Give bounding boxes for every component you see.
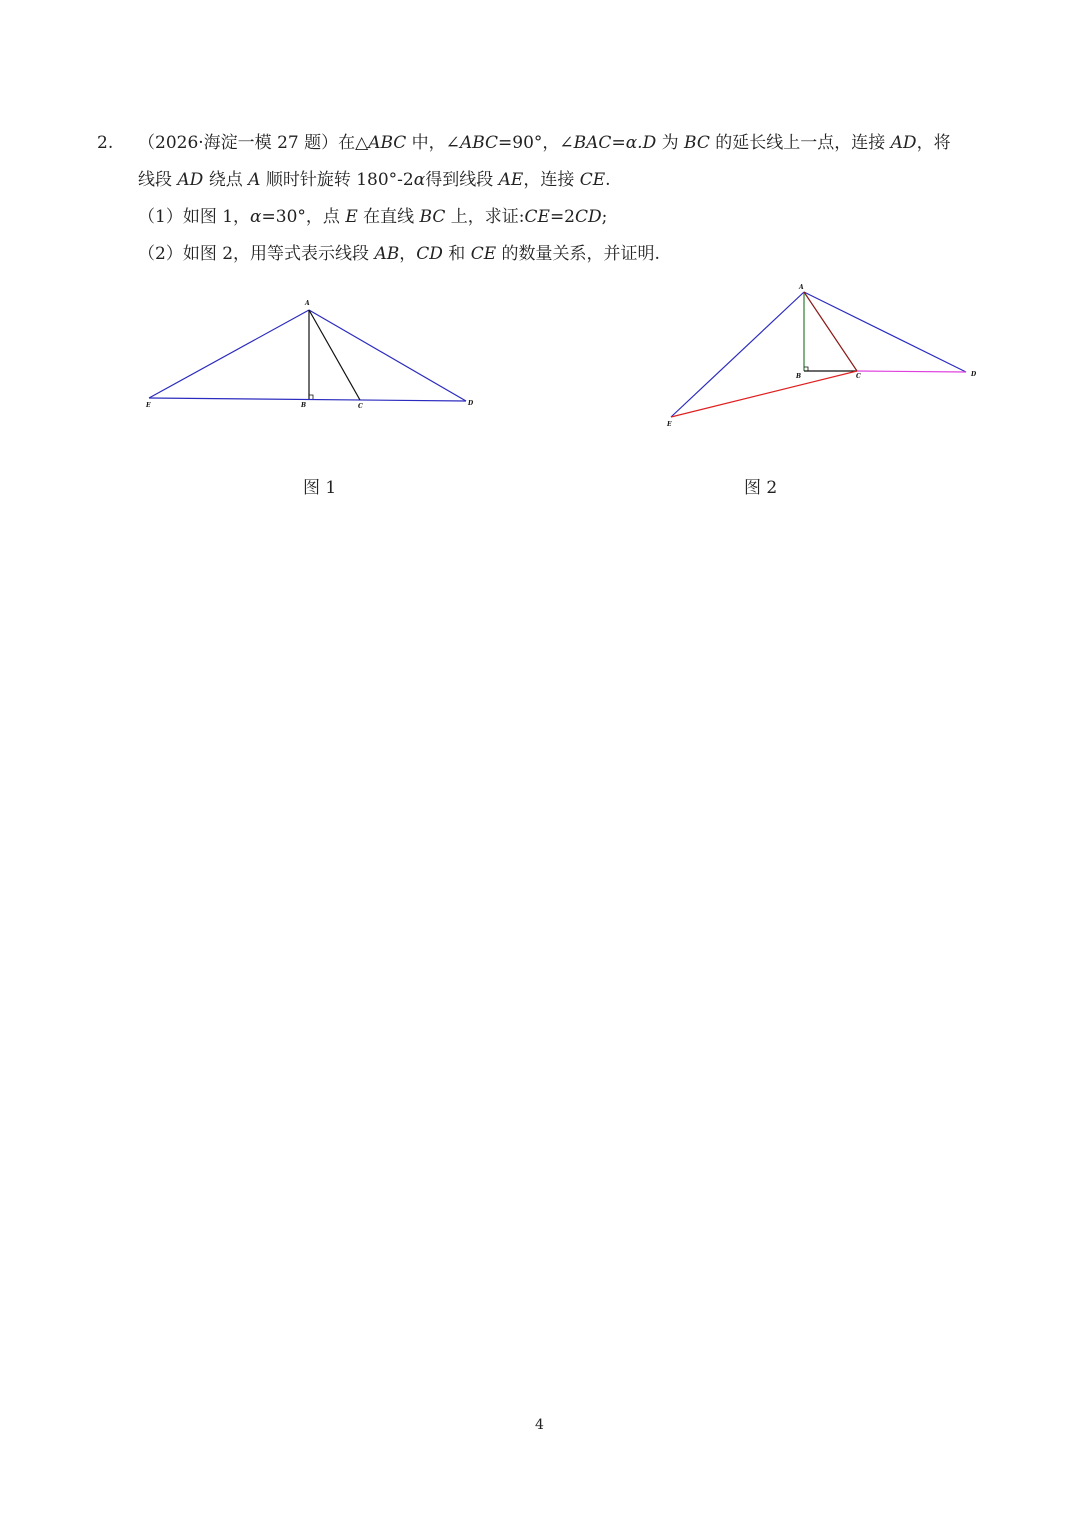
fig1-label-e: E — [146, 402, 151, 409]
text-run: 上，求证: — [445, 207, 525, 227]
fig1-label-d: D — [468, 400, 474, 407]
fig2-label-c: C — [856, 373, 861, 380]
text-run: . — [605, 170, 611, 190]
math-symbol: BC — [684, 133, 710, 153]
fig2-label-b: B — [796, 373, 802, 380]
fig2-segment-ec — [671, 371, 857, 417]
fig1-label-c: C — [358, 403, 363, 410]
math-symbol: CE — [470, 244, 497, 264]
math-symbol: ABC — [459, 133, 499, 153]
math-symbol: E — [345, 207, 358, 227]
text-run: 顺时针旋转 180°-2 — [260, 170, 414, 190]
math-symbol: CE — [524, 207, 550, 227]
text-run: 得到线段 — [425, 170, 499, 190]
math-symbol: α — [413, 170, 426, 190]
math-symbol: AD — [890, 133, 917, 153]
page-number: 4 — [535, 1417, 544, 1433]
figure-1-caption: 图 1 — [303, 478, 337, 498]
text-run: ; — [601, 207, 608, 227]
fig1-label-a: A — [305, 300, 310, 307]
text-run: ， — [399, 244, 417, 264]
math-symbol: ABC — [368, 133, 407, 153]
text-run: = — [611, 133, 626, 153]
text-run: =30°，点 — [261, 207, 346, 227]
math-symbol: α — [250, 207, 262, 227]
text-run: 的延长线上一点，连接 — [709, 133, 891, 153]
text-run: ，连接 — [523, 170, 580, 190]
text-run: （1）如图 1， — [138, 207, 251, 227]
fig2-segment-cd — [857, 371, 966, 372]
text-run: （2）如图 2，用等式表示线段 — [138, 244, 375, 264]
fig2-label-e: E — [667, 421, 672, 428]
fig2-segment-ac — [804, 292, 857, 371]
text-run: 线段 — [138, 170, 178, 190]
math-symbol: AD — [177, 170, 204, 190]
fig2-segment-ad — [804, 292, 966, 372]
text-run: 绕点 — [203, 170, 249, 190]
text-run: 中，∠ — [406, 133, 460, 153]
text-run: =2 — [549, 207, 575, 227]
fig2-label-a: A — [799, 284, 804, 291]
math-symbol: A — [248, 170, 261, 190]
figure-2-diagram — [0, 0, 1080, 520]
text-run: 和 — [442, 244, 471, 264]
text-run: =90°，∠ — [498, 133, 574, 153]
problem-number: 2. — [97, 133, 114, 153]
math-symbol: CD — [416, 244, 443, 264]
fig2-segment-ae — [671, 292, 804, 417]
math-symbol: BAC — [573, 133, 612, 153]
text-run: 的数量关系，并证明. — [496, 244, 660, 264]
math-symbol: AE — [498, 170, 524, 190]
math-symbol: CD — [575, 207, 602, 227]
fig1-label-b: B — [301, 402, 307, 409]
text-run: （2026·海淀一模 27 题）在△ — [138, 133, 369, 153]
fig2-label-d: D — [971, 371, 977, 378]
math-symbol: AB — [374, 244, 400, 264]
text-run: 在直线 — [357, 207, 420, 227]
math-symbol: α.D — [625, 133, 657, 153]
figure-2-caption: 图 2 — [744, 478, 778, 498]
math-symbol: BC — [419, 207, 446, 227]
text-run: 为 — [656, 133, 685, 153]
math-symbol: CE — [579, 170, 606, 190]
text-run: ，将 — [916, 133, 951, 153]
